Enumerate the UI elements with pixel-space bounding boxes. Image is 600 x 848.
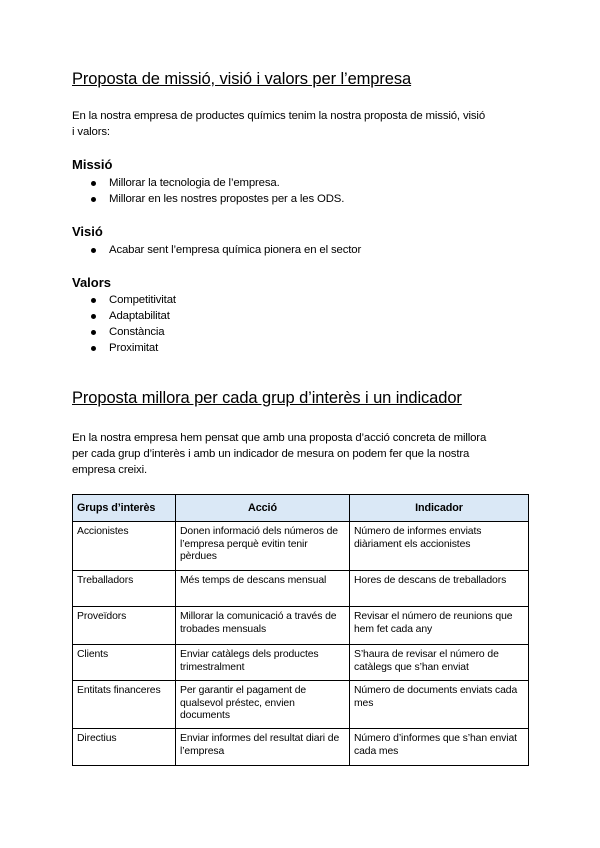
table-cell: Per garantir el pagament de qualsevol préstec, envien documents xyxy=(176,681,350,729)
bullet-icon xyxy=(91,248,96,253)
list-item: Adaptabilitat xyxy=(72,308,176,324)
header-accio: Acció xyxy=(176,495,350,522)
table-cell: Número de documents enviats cada mes xyxy=(350,681,529,729)
table-cell: Enviar catàlegs dels productes trimestralment xyxy=(176,645,350,681)
table-cell: Proveïdors xyxy=(73,607,176,645)
intro-line: En la nostra empresa hem pensat que amb una proposta d’acció concreta de millora xyxy=(72,432,487,444)
visio-list xyxy=(72,242,361,258)
table-row xyxy=(73,729,529,766)
list-item: Competitivitat xyxy=(72,292,176,308)
intro-line: empresa creixi. xyxy=(72,464,147,476)
list-item: Constància xyxy=(72,324,176,340)
heading-missio: Missió xyxy=(72,157,113,172)
bullet-icon xyxy=(91,346,96,351)
table-cell: Millorar la comunicació a través de trobades mensuals xyxy=(176,607,350,645)
intro-line: En la nostra empresa de productes químics tenim la nostra proposta de missió, visió xyxy=(72,110,486,122)
table-cell: Accionistes xyxy=(73,522,176,571)
list-item: Millorar la tecnologia de l’empresa. xyxy=(72,175,344,191)
list-item: Proximitat xyxy=(72,340,176,356)
header-indicador: Indicador xyxy=(350,495,529,522)
table-row xyxy=(73,571,529,607)
stakeholders-intro-paragraph xyxy=(72,430,532,478)
table-row xyxy=(73,522,529,571)
table-cell: Més temps de descans mensual xyxy=(176,571,350,607)
table-row xyxy=(73,681,529,729)
table-cell: Entitats financeres xyxy=(73,681,176,729)
bullet-icon xyxy=(91,330,96,335)
table-cell: Número de informes enviats diàriament els accionistes xyxy=(350,522,529,571)
bullet-icon xyxy=(91,298,96,303)
mission-intro-paragraph xyxy=(72,108,532,140)
table-cell: Hores de descans de treballadors xyxy=(350,571,529,607)
list-item: Acabar sent l’empresa química pionera en el sector xyxy=(72,242,361,258)
table-row xyxy=(73,645,529,681)
bullet-icon xyxy=(91,181,96,186)
heading-valors: Valors xyxy=(72,275,112,290)
table-cell: Donen informació dels números de l’empresa perquè evitin tenir pèrdues xyxy=(176,522,350,571)
table-cell: Directius xyxy=(73,729,176,766)
section-title-stakeholders: Proposta millora per cada grup d’interès i un indicador xyxy=(72,389,462,407)
missio-list xyxy=(72,175,344,207)
bullet-icon xyxy=(91,197,96,202)
stakeholder-table xyxy=(72,494,529,766)
section-title-mission: Proposta de missió, visió i valors per l’empresa xyxy=(72,70,412,88)
table-cell: Número d’informes que s’han enviat cada mes xyxy=(350,729,529,766)
table-cell: Clients xyxy=(73,645,176,681)
table-cell: S’haura de revisar el número de catàlegs que s’han enviat xyxy=(350,645,529,681)
table-cell: Revisar el número de reunions que hem fet cada any xyxy=(350,607,529,645)
table-cell: Enviar informes del resultat diari de l’empresa xyxy=(176,729,350,766)
table-header-row xyxy=(73,495,529,522)
header-grups: Grups d’interès xyxy=(73,495,176,522)
table-row xyxy=(73,607,529,645)
valors-list xyxy=(72,292,176,356)
heading-visio: Visió xyxy=(72,224,103,239)
list-item: Millorar en les nostres propostes per a les ODS. xyxy=(72,191,344,207)
table-cell: Treballadors xyxy=(73,571,176,607)
intro-line: per cada grup d’interès i amb un indicador de mesura on podem fer que la nostra xyxy=(72,448,470,460)
intro-line: i valors: xyxy=(72,126,110,138)
bullet-icon xyxy=(91,314,96,319)
